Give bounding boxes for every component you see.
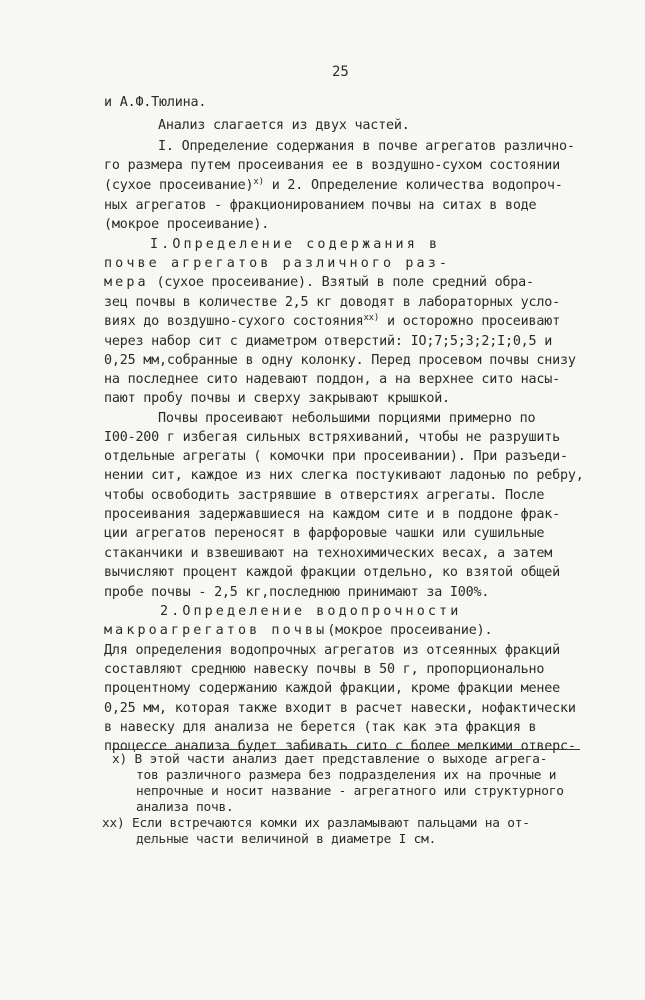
text-line: 0,25 мм, которая также входит в расчет навески, нофактически xyxy=(104,701,576,716)
footnote-line: x) В этой части анализ дает представление о выходе агрега- xyxy=(112,752,548,767)
footnote-line: анализа почв. xyxy=(136,800,234,815)
text-line: I. Определение содержания в почве агрегатов различно- xyxy=(158,139,575,154)
text-line: составляют среднюю навеску почвы в 50 г, пропорционально xyxy=(104,662,545,677)
text-segment: и осторожно просеивают xyxy=(379,314,560,329)
text-line xyxy=(104,274,534,292)
text-line: просеивания задержавшиеся на каждом сите и в поддоне фрак- xyxy=(104,507,560,522)
text-line xyxy=(104,313,560,331)
text-line: Для определения водопрочных агрегатов из отсеянных фракций xyxy=(104,643,560,658)
text-line xyxy=(104,177,563,195)
text-line: в навеску для анализа не берется (так как эта фракция в xyxy=(104,720,537,735)
text-line: стаканчики и взвешивают на технохимических весах, а затем xyxy=(104,546,553,561)
footnote-line: xx) Если встречаются комки их разламывают пальцами на от- xyxy=(102,816,530,831)
text-line: (мокрое просеивание). xyxy=(104,217,270,232)
text-line: отдельные агрегаты ( комочки при просеивании). При разъеди- xyxy=(104,449,568,464)
footnote-divider xyxy=(112,749,580,750)
text-line: нении сит, каждое из них слегка постукивают ладонью по ребру, xyxy=(104,468,584,483)
text-line: чтобы освободить застрявшие в отверстиях агрегаты. После xyxy=(104,488,545,503)
section-heading: 2.Определение водопрочности xyxy=(160,604,462,619)
text-line: ции агрегатов переносят в фарфоровые чашки или сушильные xyxy=(104,526,545,541)
text-line: 0,25 мм,собранные в одну колонку. Перед просевом почвы снизу xyxy=(104,353,576,368)
text-line: процессе анализа будет забивать сито с более мелкими отверс- xyxy=(104,739,576,754)
text-line: го размера путем просеивания ее в воздушно-сухом состоянии xyxy=(104,158,560,173)
text-line: I00-200 г избегая сильных встряхиваний, чтобы не разрушить xyxy=(104,430,560,445)
section-heading: макроагрегатов почвы xyxy=(104,623,328,638)
text-segment: виях до воздушно-сухого состояния xyxy=(104,314,364,329)
text-line: Анализ слагается из двух частей. xyxy=(158,118,410,133)
text-line: вычисляют процент каждой фракции отдельно, ко взятой общей xyxy=(104,565,560,580)
footnote-line: тов различного размера без подразделения их на прочные и xyxy=(136,768,557,783)
text-line: и А.Ф.Тюлина. xyxy=(104,95,207,110)
section-heading: мера xyxy=(104,275,149,290)
text-line: ных агрегатов - фракционированием почвы на ситах в воде xyxy=(104,198,537,213)
footnote-marker: x) xyxy=(253,177,264,187)
text-segment: (сухое просеивание). Взятый в поле средний обра- xyxy=(148,275,534,290)
text-line: на последнее сито надевают поддон, а на верхнее сито насы- xyxy=(104,372,560,387)
text-segment: и 2. Определение количества водопроч- xyxy=(263,178,563,193)
footnote-line: непрочные и носит название - агрегатного или структурного xyxy=(136,784,564,799)
footnote-marker: xx) xyxy=(363,313,380,323)
text-segment: (сухое просеивание) xyxy=(104,178,254,193)
text-line: зец почвы в количестве 2,5 кг доводят в лабораторных усло- xyxy=(104,295,560,310)
section-heading: I.Определение содержания в xyxy=(150,237,441,252)
text-line: Почвы просеивают небольшими порциями примерно по xyxy=(158,411,536,426)
text-line xyxy=(104,622,492,640)
page-number: 25 xyxy=(332,64,349,80)
section-heading: почве агрегатов различного раз- xyxy=(104,256,451,271)
text-line: пробе почвы - 2,5 кг,последнюю принимают за I00%. xyxy=(104,585,490,600)
text-line: процентному содержанию каждой фракции, кроме фракции менее xyxy=(104,681,560,696)
text-line: пают пробу почвы и сверху закрывают крышкой. xyxy=(104,391,450,406)
text-line: через набор сит с диаметром отверстий: IO;7;5;3;2;I;0,5 и xyxy=(104,334,553,349)
footnote-line: дельные части величиной в диаметре I см. xyxy=(136,832,437,847)
text-segment: (мокрое просеивание). xyxy=(327,623,493,638)
